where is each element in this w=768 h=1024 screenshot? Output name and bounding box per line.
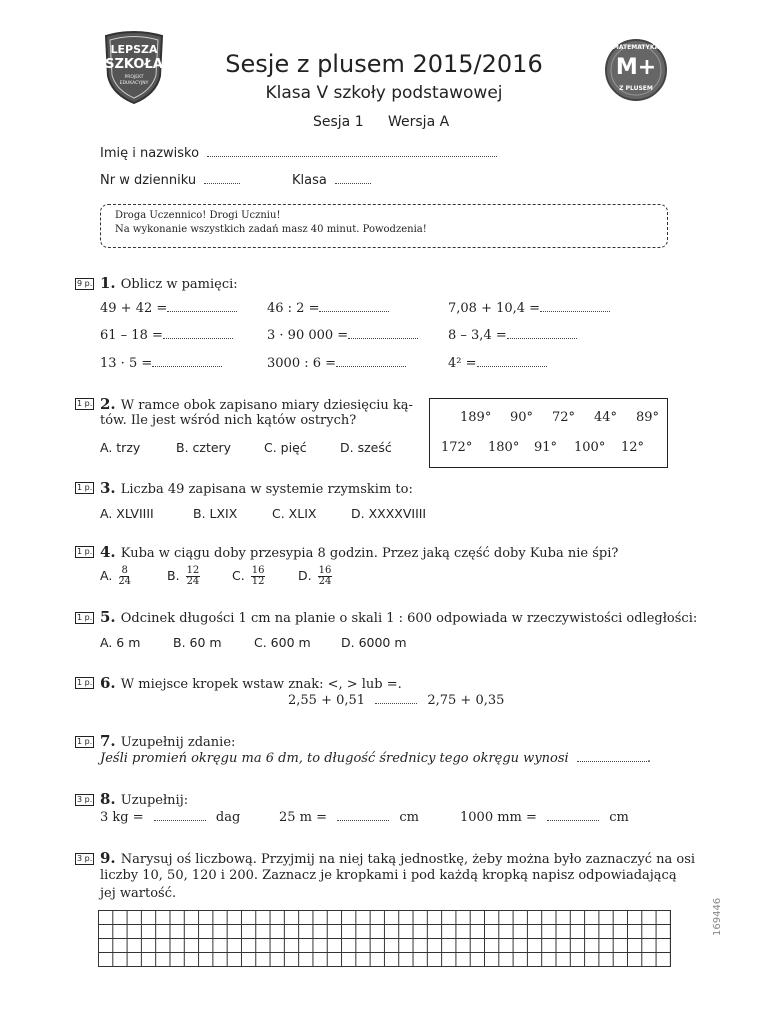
- q9-points: 3 p.: [77, 854, 93, 863]
- logo-right-mark: M+: [615, 55, 657, 80]
- q7-blank[interactable]: [577, 751, 647, 762]
- q4-points: 1 p.: [77, 547, 93, 556]
- q1-item[interactable]: 49 + 42 =: [100, 301, 237, 316]
- q2-text-line-2: tów. Ile jest wśród nich kątów ostrych?: [100, 413, 357, 428]
- q4-heading: 4. Kuba w ciągu doby przesypia 8 godzin. Przez jaką część doby Kuba nie śpi?: [100, 543, 619, 561]
- angle-value: 172°: [441, 440, 473, 455]
- angle-value: 89°: [636, 410, 660, 425]
- number-label: Nr w dzienniku: [100, 173, 197, 188]
- q4-option[interactable]: D. $\frac{16}{24}$: [298, 565, 332, 587]
- q9-text-line-2: liczby 10, 50, 120 i 200. Zaznacz je kropkami i pod każdą kropką napisz odpowiadającą: [100, 868, 677, 883]
- q6-expression[interactable]: 2,55 + 0,51 2,75 + 0,35: [288, 693, 505, 708]
- q6-heading: 6. W miejsce kropek wstaw znak: <, > lub =.: [100, 674, 402, 692]
- angles-box: [429, 398, 668, 468]
- q1-heading: 1. Oblicz w pamięci:: [100, 274, 238, 292]
- version-label: Wersja A: [388, 114, 450, 130]
- q8-points: 3 p.: [77, 795, 93, 804]
- q3-option[interactable]: C. XLIX: [272, 506, 317, 521]
- name-blank[interactable]: [207, 146, 497, 157]
- q3-option[interactable]: A. XLVIIII: [100, 506, 154, 521]
- q3-option[interactable]: B. LXIX: [193, 506, 238, 521]
- logo-line-3: PROJEKT EDUKACYJNY: [119, 75, 149, 86]
- q1-item[interactable]: 3000 : 6 =: [267, 356, 406, 371]
- angle-value: 90°: [510, 410, 534, 425]
- q2-option[interactable]: D. sześć: [340, 440, 392, 455]
- q3-points: 1 p.: [77, 483, 93, 492]
- q2-points: 1 p.: [77, 399, 93, 408]
- class-field[interactable]: [292, 173, 371, 188]
- angle-value: 12°: [621, 440, 645, 455]
- q2-option[interactable]: A. trzy: [100, 440, 141, 455]
- session-label: Sesja 1: [313, 114, 364, 130]
- number-field[interactable]: [100, 173, 240, 188]
- instruction-line-1: Droga Uczennico! Drogi Uczniu!: [115, 210, 281, 221]
- matematyka-z-plusem-logo: [602, 38, 670, 102]
- q7-sentence[interactable]: Jeśli promień okręgu ma 6 dm, to długość średnicy tego okręgu wynosi .: [100, 751, 651, 766]
- angle-value: 100°: [574, 440, 606, 455]
- q3-option[interactable]: D. XXXXVIIII: [351, 506, 427, 521]
- q1-item[interactable]: 7,08 + 10,4 =: [448, 301, 610, 316]
- q2-option[interactable]: B. cztery: [176, 440, 232, 455]
- q6-blank[interactable]: [375, 693, 417, 704]
- q1-item[interactable]: 46 : 2 =: [267, 301, 389, 316]
- side-code: 169446: [712, 897, 723, 936]
- q7-heading: 7. Uzupełnij zdanie:: [100, 732, 236, 750]
- q3-heading: 3. Liczba 49 zapisana w systemie rzymskim to:: [100, 479, 413, 497]
- q1-item[interactable]: 61 – 18 =: [100, 328, 233, 343]
- logo-line-1: LEPSZA: [110, 43, 158, 56]
- q7-points: 1 p.: [77, 737, 93, 746]
- name-label: Imię i nazwisko: [100, 146, 200, 161]
- q8-item[interactable]: 25 m = cm: [279, 810, 419, 825]
- class-label: Klasa: [292, 173, 327, 188]
- q1-points: 9 p.: [77, 279, 93, 288]
- q8-heading: 8. Uzupełnij:: [100, 790, 189, 808]
- q5-heading: 5. Odcinek długości 1 cm na planie o skali 1 : 600 odpowiada w rzeczywistości odległości:: [100, 608, 698, 626]
- page-subtitle: Klasa V szkoły podstawowej: [265, 83, 503, 103]
- q5-option[interactable]: C. 600 m: [254, 635, 311, 650]
- q2-option[interactable]: C. pięć: [264, 440, 307, 455]
- q2-heading: 2. W ramce obok zapisano miary dziesięciu ką-: [100, 395, 413, 413]
- angle-value: 44°: [594, 410, 618, 425]
- logo-line-2: SZKOŁA: [105, 57, 163, 72]
- angle-value: 91°: [534, 440, 558, 455]
- number-blank[interactable]: [204, 173, 240, 184]
- q8-item[interactable]: 1000 mm = cm: [460, 810, 629, 825]
- logo-right-bottom: Z PLUSEM: [619, 85, 653, 92]
- answer-grid[interactable]: [98, 910, 671, 967]
- angle-value: 72°: [552, 410, 576, 425]
- page-title: Sesje z plusem 2015/2016: [225, 50, 543, 78]
- angle-value: 189°: [460, 410, 492, 425]
- q9-heading: 9. Narysuj oś liczbową. Przyjmij na niej taką jednostkę, żeby można było zaznaczyć na osi: [100, 849, 696, 867]
- q5-option[interactable]: B. 60 m: [173, 635, 222, 650]
- instruction-line-2: Na wykonanie wszystkich zadań masz 40 minut. Powodzenia!: [115, 224, 427, 235]
- q1-item[interactable]: 8 – 3,4 =: [448, 328, 577, 343]
- q4-option[interactable]: A. $\frac{8}{24}$: [100, 565, 132, 587]
- q4-option[interactable]: C. $\frac{16}{12}$: [232, 565, 265, 587]
- logo-right-top: MATEMATYKA: [612, 44, 660, 51]
- q9-text-line-3: jej wartość.: [100, 886, 177, 901]
- q6-points: 1 p.: [77, 678, 93, 687]
- q8-item[interactable]: 3 kg = dag: [100, 810, 241, 825]
- q1-item[interactable]: 4² =: [448, 356, 547, 371]
- q5-option[interactable]: A. 6 m: [100, 635, 141, 650]
- class-blank[interactable]: [335, 173, 371, 184]
- q1-item[interactable]: 13 · 5 =: [100, 356, 222, 371]
- q5-option[interactable]: D. 6000 m: [341, 635, 407, 650]
- q1-item[interactable]: 3 · 90 000 =: [267, 328, 418, 343]
- angle-value: 180°: [488, 440, 520, 455]
- q4-option[interactable]: B. $\frac{12}{24}$: [167, 565, 200, 587]
- name-field[interactable]: [100, 146, 497, 161]
- q5-points: 1 p.: [77, 613, 93, 622]
